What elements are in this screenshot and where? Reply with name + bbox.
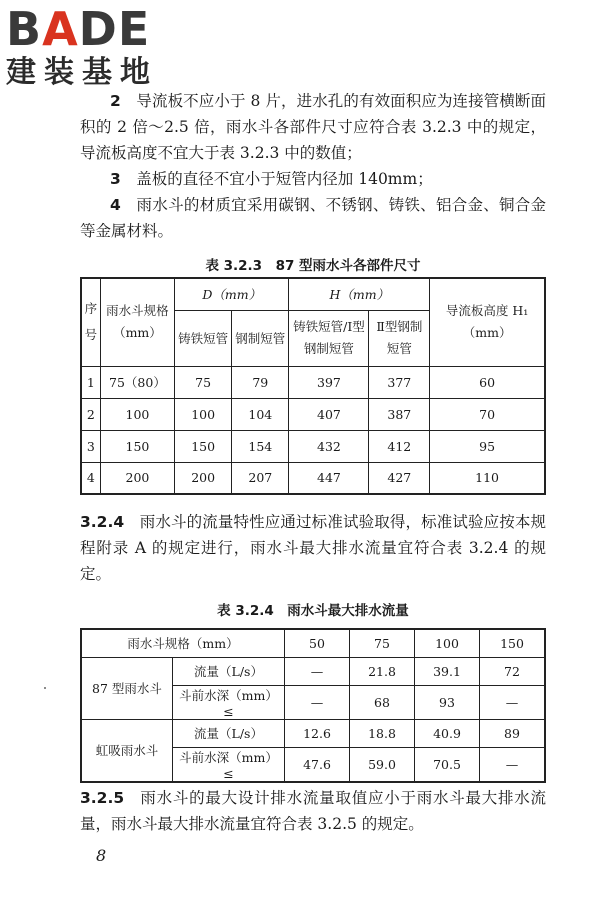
cell: 79 [232, 366, 289, 398]
cell: 93 [415, 685, 480, 719]
cell: 100 [175, 398, 232, 430]
header-spec-label: 雨水斗规格（mm） [81, 629, 285, 657]
cell: — [285, 685, 350, 719]
scan-speck [44, 687, 46, 689]
table-row [81, 657, 545, 685]
cell: 1 [81, 366, 100, 398]
cell: 154 [232, 430, 289, 462]
header-h-type1: 铸铁短管/Ⅰ型 钢制短管 [289, 310, 369, 366]
table-row [81, 462, 545, 494]
cell: 207 [232, 462, 289, 494]
header-size: 100 [415, 629, 480, 657]
table-row [81, 430, 545, 462]
cell: 12.6 [285, 719, 350, 747]
cell: 40.9 [415, 719, 480, 747]
table-3-2-3 [80, 277, 546, 495]
cell: 18.8 [350, 719, 415, 747]
cell: 412 [369, 430, 430, 462]
cell: 397 [289, 366, 369, 398]
cell: 47.6 [285, 747, 350, 782]
cell: 2 [81, 398, 100, 430]
row-label: 流量（L/s） [173, 719, 285, 747]
table-3-2-4-caption: 表 3.2.4 雨水斗最大排水流量 [217, 603, 409, 619]
cell: 59.0 [350, 747, 415, 782]
cell: — [285, 657, 350, 685]
logo-subtitle: 建装基地 [6, 55, 158, 90]
cell: 110 [430, 462, 545, 494]
cell: 60 [430, 366, 545, 398]
cell: 377 [369, 366, 430, 398]
cell: 70 [430, 398, 545, 430]
header-h-type2: Ⅱ型钢制 短管 [369, 310, 430, 366]
cell: 150 [100, 430, 174, 462]
cell: 21.8 [350, 657, 415, 685]
cell: 75 [175, 366, 232, 398]
cell: 39.1 [415, 657, 480, 685]
cell: 104 [232, 398, 289, 430]
header-h-group: H（mm） [289, 278, 430, 310]
cell: 89 [480, 719, 546, 747]
cell: 387 [369, 398, 430, 430]
header-seq: 序 号 [81, 278, 100, 366]
paragraph-item-3: 3 盖板的直径不宜小于短管内径加 140mm； [110, 170, 433, 188]
cell: 200 [100, 462, 174, 494]
cell: 407 [289, 398, 369, 430]
header-size: 75 [350, 629, 415, 657]
header-size: 150 [480, 629, 546, 657]
cell: 68 [350, 685, 415, 719]
header-size: 50 [285, 629, 350, 657]
cell: 447 [289, 462, 369, 494]
cell: 200 [175, 462, 232, 494]
cell: — [480, 685, 546, 719]
cell: — [480, 747, 546, 782]
cell: 3 [81, 430, 100, 462]
header-d-steel: 钢制短管 [232, 310, 289, 366]
paragraph-item-2: 2 导流板不应小于 8 片，进水孔的有效面积应为连接管横断面积的 2 倍～2.5 倍，雨水斗各部件尺寸应符合表 3.2.3 中的规定，导流板高度不宜大于表 3.2.3 中的数值； [80, 92, 546, 162]
cell: 427 [369, 462, 430, 494]
cell: 100 [100, 398, 174, 430]
group-label-siphon: 虹吸雨水斗 [81, 719, 173, 782]
cell: 432 [289, 430, 369, 462]
table-row [81, 398, 545, 430]
table-3-2-4 [80, 628, 546, 783]
cell: 72 [480, 657, 546, 685]
row-label: 流量（L/s） [173, 657, 285, 685]
cell: 75（80） [100, 366, 174, 398]
header-d-cast: 铸铁短管 [175, 310, 232, 366]
row-label: 斗前水深（mm）≤ [173, 685, 285, 719]
cell: 95 [430, 430, 545, 462]
header-d-group: D（mm） [175, 278, 289, 310]
page-number: 8 [96, 846, 107, 865]
table-3-2-3-caption: 表 3.2.3 87 型雨水斗各部件尺寸 [205, 258, 421, 274]
table-row [81, 719, 545, 747]
header-spec: 雨水斗规格 （mm） [100, 278, 174, 366]
group-label-87: 87 型雨水斗 [81, 657, 173, 719]
paragraph-3-2-5: 3.2.5 雨水斗的最大设计排水流量取值应小于雨水斗最大排水流量，雨水斗最大排水流量宜符合表 3.2.5 的规定。 [80, 789, 546, 833]
row-label: 斗前水深（mm）≤ [173, 747, 285, 782]
cell: 4 [81, 462, 100, 494]
paragraph-item-4: 4 雨水斗的材质宜采用碳钢、不锈钢、铸铁、铝合金、铜合金等金属材料。 [80, 196, 546, 240]
cell: 70.5 [415, 747, 480, 782]
bade-logo [6, 2, 181, 92]
cell: 150 [175, 430, 232, 462]
table-row [81, 366, 545, 398]
paragraph-3-2-4: 3.2.4 雨水斗的流量特性应通过标准试验取得，标准试验应按本规程附录 A 的规定进行，雨水斗最大排水流量宜符合表 3.2.4 的规定。 [80, 513, 546, 583]
header-guide-height: 导流板高度 H₁ （mm） [430, 278, 545, 366]
logo-wordmark: BADE [6, 2, 151, 56]
